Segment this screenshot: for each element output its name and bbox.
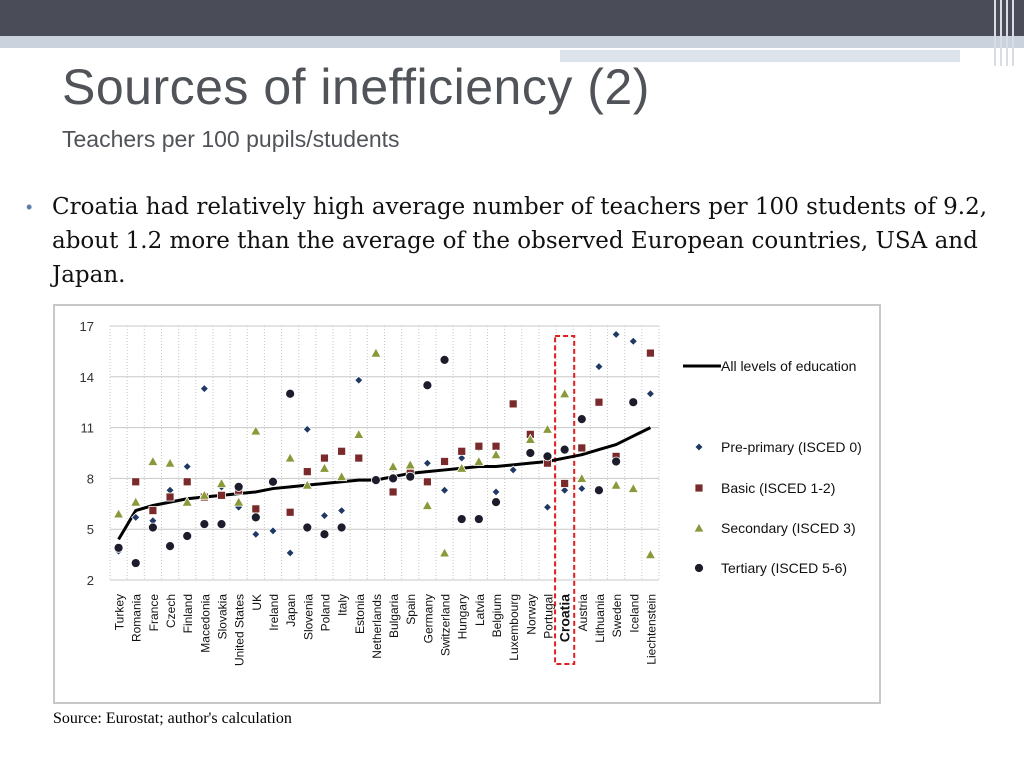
legend-label: All levels of education	[721, 358, 857, 374]
x-tick-label: Luxembourg	[507, 594, 522, 661]
all-levels-line	[119, 428, 651, 540]
secondary-point	[422, 500, 432, 509]
x-tick-label: Lithuania	[592, 594, 607, 643]
x-tick-label: Portugal	[541, 594, 556, 639]
legend-label: Tertiary (ISCED 5-6)	[721, 560, 848, 576]
tertiary-point	[320, 530, 329, 539]
secondary-point	[285, 453, 295, 462]
x-tick-label: Slovakia	[215, 594, 230, 640]
bullet-icon: •	[26, 197, 33, 217]
x-tick-label: Belgium	[490, 594, 505, 638]
preprimary-point	[423, 459, 431, 467]
preprimary-point	[629, 337, 637, 345]
slide-top-stripe	[0, 36, 1024, 48]
basic-point	[475, 442, 483, 450]
tertiary-point	[492, 498, 501, 507]
x-tick-label: Finland	[181, 594, 196, 634]
legend-basic-swatch	[695, 484, 703, 492]
preprimary-point	[269, 527, 277, 535]
x-tick-label: Spain	[404, 594, 419, 625]
basic-point	[252, 505, 260, 513]
secondary-point	[165, 458, 175, 467]
preprimary-point	[303, 425, 311, 433]
secondary-point	[405, 460, 415, 469]
tertiary-point	[629, 398, 638, 407]
slide-title: Sources of inefficiency (2)	[62, 59, 650, 115]
preprimary-point	[492, 488, 500, 496]
source-note: Source: Eurostat; author's calculation	[53, 710, 292, 727]
basic-point	[338, 447, 346, 455]
bullet-text: Croatia had relatively high average number of teachers per 100 students of 9.2, about 1.2 more than the average of the observed European countries, USA and Japan.	[52, 194, 988, 288]
slide-decor-lines	[994, 0, 1018, 66]
basic-point	[458, 447, 466, 455]
x-tick-label: Ireland	[266, 594, 281, 631]
x-tick-label: Turkey	[112, 594, 127, 631]
x-tick-label: Japan	[284, 594, 299, 627]
tertiary-point	[337, 523, 346, 532]
tertiary-point	[594, 486, 603, 495]
basic-point	[595, 398, 603, 406]
preprimary-point	[183, 463, 191, 471]
preprimary-point	[441, 486, 449, 494]
preprimary-point	[252, 530, 260, 538]
x-tick-label: Iceland	[627, 594, 642, 633]
chart-container	[53, 304, 881, 704]
preprimary-point	[646, 390, 654, 398]
x-tick-label: UK	[249, 594, 264, 611]
tertiary-point	[183, 531, 192, 540]
y-tick-label: 17	[79, 319, 94, 334]
basic-point	[509, 400, 517, 408]
x-tick-label: Czech	[164, 594, 179, 629]
preprimary-point	[320, 512, 328, 520]
tertiary-point	[371, 476, 380, 485]
tertiary-point	[303, 523, 312, 532]
basic-point	[578, 444, 586, 452]
y-tick-label: 2	[86, 573, 94, 588]
secondary-point	[388, 462, 398, 471]
basic-point	[561, 479, 569, 487]
legend-label: Pre-primary (ISCED 0)	[721, 439, 862, 455]
y-tick-label: 8	[86, 471, 94, 487]
secondary-point	[371, 348, 381, 357]
x-tick-label: Poland	[318, 594, 333, 632]
x-tick-label: France	[146, 594, 161, 632]
preprimary-point	[200, 385, 208, 393]
x-tick-label: Norway	[524, 594, 539, 635]
tertiary-point	[440, 355, 449, 364]
secondary-point	[354, 429, 364, 438]
preprimary-point	[286, 549, 294, 557]
preprimary-point	[595, 363, 603, 371]
tertiary-point	[166, 542, 175, 551]
tertiary-point	[543, 452, 552, 461]
x-tick-label: Macedonia	[198, 594, 213, 653]
tertiary-point	[577, 415, 586, 424]
y-tick-label: 5	[86, 522, 94, 538]
x-tick-label: Liechtenstein	[644, 594, 659, 665]
x-tick-label: Austria	[575, 594, 590, 632]
tertiary-point	[234, 482, 243, 491]
secondary-point	[319, 463, 329, 472]
x-tick-label: Estonia	[352, 594, 367, 635]
preprimary-point	[509, 466, 517, 474]
basic-point	[355, 454, 363, 462]
y-tick-label: 11	[80, 420, 94, 436]
secondary-point	[491, 450, 501, 459]
preprimary-point	[355, 376, 363, 384]
basic-point	[132, 478, 140, 486]
x-tick-label: Hungary	[455, 594, 470, 640]
secondary-point	[148, 456, 158, 465]
secondary-point	[542, 424, 552, 433]
x-tick-label: Sweden	[610, 594, 625, 638]
tertiary-point	[389, 474, 398, 483]
tertiary-point	[200, 520, 209, 529]
tertiary-point	[148, 523, 157, 532]
secondary-point	[560, 389, 570, 398]
basic-point	[166, 493, 174, 501]
y-tick-label: 14	[79, 369, 94, 385]
basic-point	[286, 508, 294, 516]
secondary-point	[217, 478, 227, 487]
secondary-point	[337, 472, 347, 481]
tertiary-point	[474, 515, 483, 524]
legend-label: Secondary (ISCED 3)	[721, 520, 856, 536]
secondary-point	[114, 509, 124, 518]
legend-label: Basic (ISCED 1-2)	[721, 480, 836, 496]
tertiary-point	[612, 457, 621, 466]
x-tick-label: Switzerland	[438, 594, 453, 657]
preprimary-point	[612, 330, 620, 338]
tertiary-point	[423, 381, 432, 390]
secondary-point	[440, 548, 450, 557]
tertiary-point	[217, 520, 226, 529]
basic-point	[149, 507, 157, 515]
slide-subtitle: Teachers per 100 pupils/students	[62, 126, 400, 152]
basic-point	[218, 491, 226, 499]
secondary-point	[474, 456, 484, 465]
slide-top-bar	[0, 0, 1024, 36]
preprimary-point	[543, 503, 551, 511]
secondary-point	[645, 550, 655, 559]
basic-point	[183, 478, 191, 486]
legend-tertiary-swatch	[695, 564, 704, 573]
basic-point	[303, 468, 311, 476]
x-tick-label: Germany	[421, 594, 436, 644]
preprimary-point	[338, 507, 346, 515]
basic-point	[320, 454, 328, 462]
secondary-point	[628, 484, 638, 493]
basic-point	[389, 488, 397, 496]
tertiary-point	[526, 449, 535, 458]
x-tick-label: Latvia	[472, 594, 487, 627]
tertiary-point	[131, 559, 140, 568]
tertiary-point	[457, 515, 466, 524]
scatter-chart	[55, 306, 879, 702]
basic-point	[423, 478, 431, 486]
basic-point	[441, 457, 449, 465]
x-tick-label: United States	[232, 594, 247, 667]
x-tick-label: Netherlands	[369, 594, 384, 659]
tertiary-point	[560, 445, 569, 454]
tertiary-point	[286, 389, 295, 398]
x-tick-label: Slovenia	[301, 594, 316, 641]
tertiary-point	[268, 477, 277, 486]
legend-secondary-swatch	[694, 523, 704, 532]
tertiary-point	[406, 472, 415, 481]
tertiary-point	[114, 543, 123, 552]
secondary-point	[611, 480, 621, 489]
basic-point	[646, 349, 654, 357]
x-tick-label: Romania	[129, 594, 144, 643]
x-tick-label: Italy	[335, 594, 350, 617]
preprimary-point	[578, 485, 586, 493]
legend-preprimary-swatch	[695, 443, 703, 451]
tertiary-point	[251, 513, 260, 522]
secondary-point	[131, 497, 141, 506]
x-tick-label: Bulgaria	[387, 594, 402, 639]
secondary-point	[234, 497, 244, 506]
x-tick-label: Croatia	[556, 594, 573, 643]
